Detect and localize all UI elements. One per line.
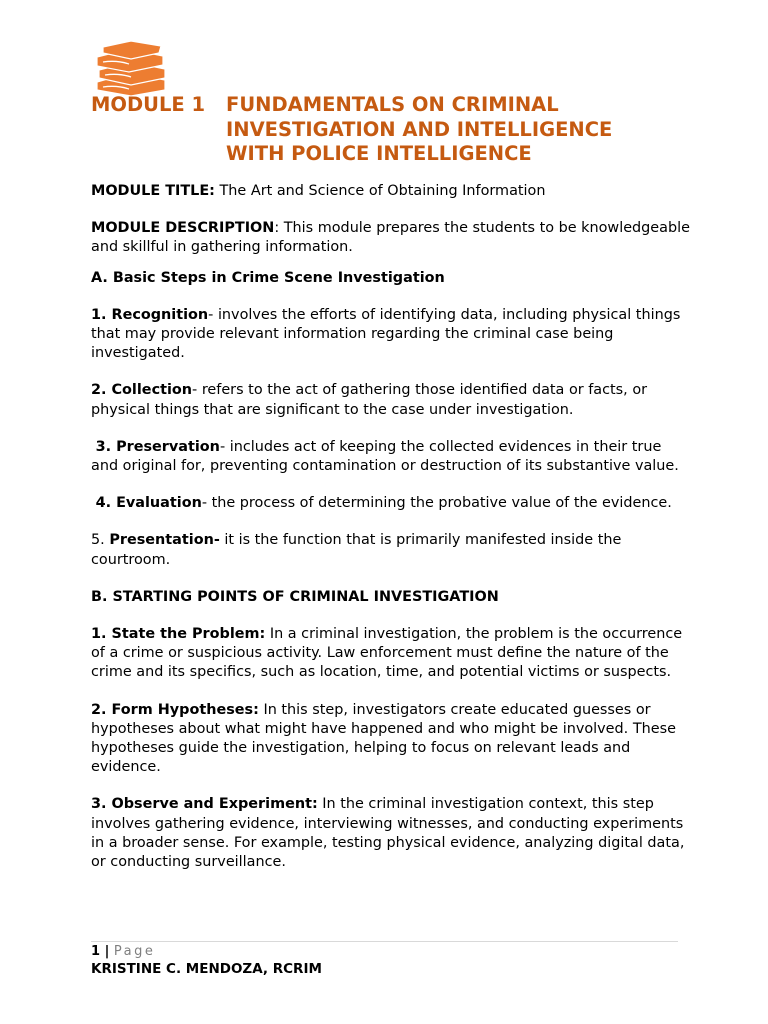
section-a-item-4 [91, 494, 691, 513]
section-a-item-2 [91, 381, 691, 419]
module-description-text: : This module prepares the students to be knowledgeable and skillful in gathering information. [91, 220, 690, 256]
footer-page-number [91, 943, 155, 960]
module-title-label: MODULE TITLE: [91, 183, 215, 199]
section-a-item-text: - refers to the act of gathering those identified data or facts, or physical things that are significant to the case under investigation. [91, 382, 648, 418]
section-a-item-text: - includes act of keeping the collected evidences in their true and original for, preventing contamination or destruction of its substantive value. [91, 438, 679, 475]
module-description-paragraph [91, 219, 691, 257]
section-b-heading: B. STARTING POINTS OF CRIMINAL INVESTIGATION [91, 588, 499, 605]
section-a-item-text: - involves the efforts of identifying data, including physical things that may provide relevant information regarding the criminal case being investigated. [91, 306, 681, 362]
page-number: 1 [91, 944, 101, 959]
section-a-heading: A. Basic Steps in Crime Scene Investigation [91, 269, 445, 286]
page-word: Page [113, 944, 156, 959]
section-b-item-text: In the criminal investigation context, this step involves gathering evidence, interviewing witnesses, and conducting experiments in a broader sense. For example, testing physical evidence, analyzing digital data, or conducting surveillance. [91, 796, 685, 871]
module-description-label: MODULE DESCRIPTION [91, 220, 275, 237]
module-heading [91, 93, 711, 167]
section-a-item-5: 5. Presentation- it is the function that is primarily manifested inside the courtroom. [91, 532, 622, 568]
section-b-item-term: 2. Form Hypotheses: [91, 701, 259, 718]
module-title-paragraph [91, 182, 691, 201]
document-body [91, 182, 691, 872]
section-a-item-3 [91, 438, 691, 476]
module-number: MODULE 1 [91, 93, 206, 116]
section-b-item-1 [91, 625, 691, 683]
module-heading-line-2: INVESTIGATION AND INTELLIGENCE [226, 117, 613, 141]
section-a-item-text: - the process of determining the probative value of the evidence. [201, 495, 672, 512]
section-a-item-term: 3. Preservation [95, 438, 220, 455]
module-heading-line-1: FUNDAMENTALS ON CRIMINAL [226, 93, 559, 116]
footer-author: KRISTINE C. MENDOZA, RCRIM [91, 961, 322, 977]
section-a-item-term: Presentation- [109, 532, 220, 549]
module-heading-title [226, 93, 711, 167]
section-b-item-2 [91, 701, 691, 778]
books-stack-icon [93, 40, 169, 96]
section-a-item-term: 4. Evaluation [95, 495, 202, 512]
module-heading-line-3: WITH POLICE INTELLIGENCE [226, 142, 532, 165]
section-a-item-term: 2. Collection [91, 382, 193, 399]
section-a-item-term: 1. Recognition [91, 306, 209, 323]
section-b-item-3 [91, 795, 691, 872]
section-b-item-term: 1. State the Problem: [91, 626, 266, 643]
section-a-item-text: it is the function that is primarily manifested inside the courtroom. [91, 532, 622, 568]
section-b-item-term: 3. Observe and Experiment: [91, 796, 318, 813]
section-b-item-text: In a criminal investigation, the problem is the occurrence of a crime or suspicious activity. Law enforcement must define the nature of the crime and its specifics, such as location, time, and potential victims or suspects. [91, 626, 683, 681]
page-separator: | [100, 944, 114, 959]
footer-divider [91, 941, 678, 942]
section-a-item-1 [91, 306, 691, 364]
module-title-text: The Art and Science of Obtaining Information [214, 183, 546, 199]
section-b-item-text: In this step, investigators create educated guesses or hypotheses about what might have happened and who might be involved. These hypotheses guide the investigation, helping to focus on relevant leads and evidence. [91, 701, 676, 776]
